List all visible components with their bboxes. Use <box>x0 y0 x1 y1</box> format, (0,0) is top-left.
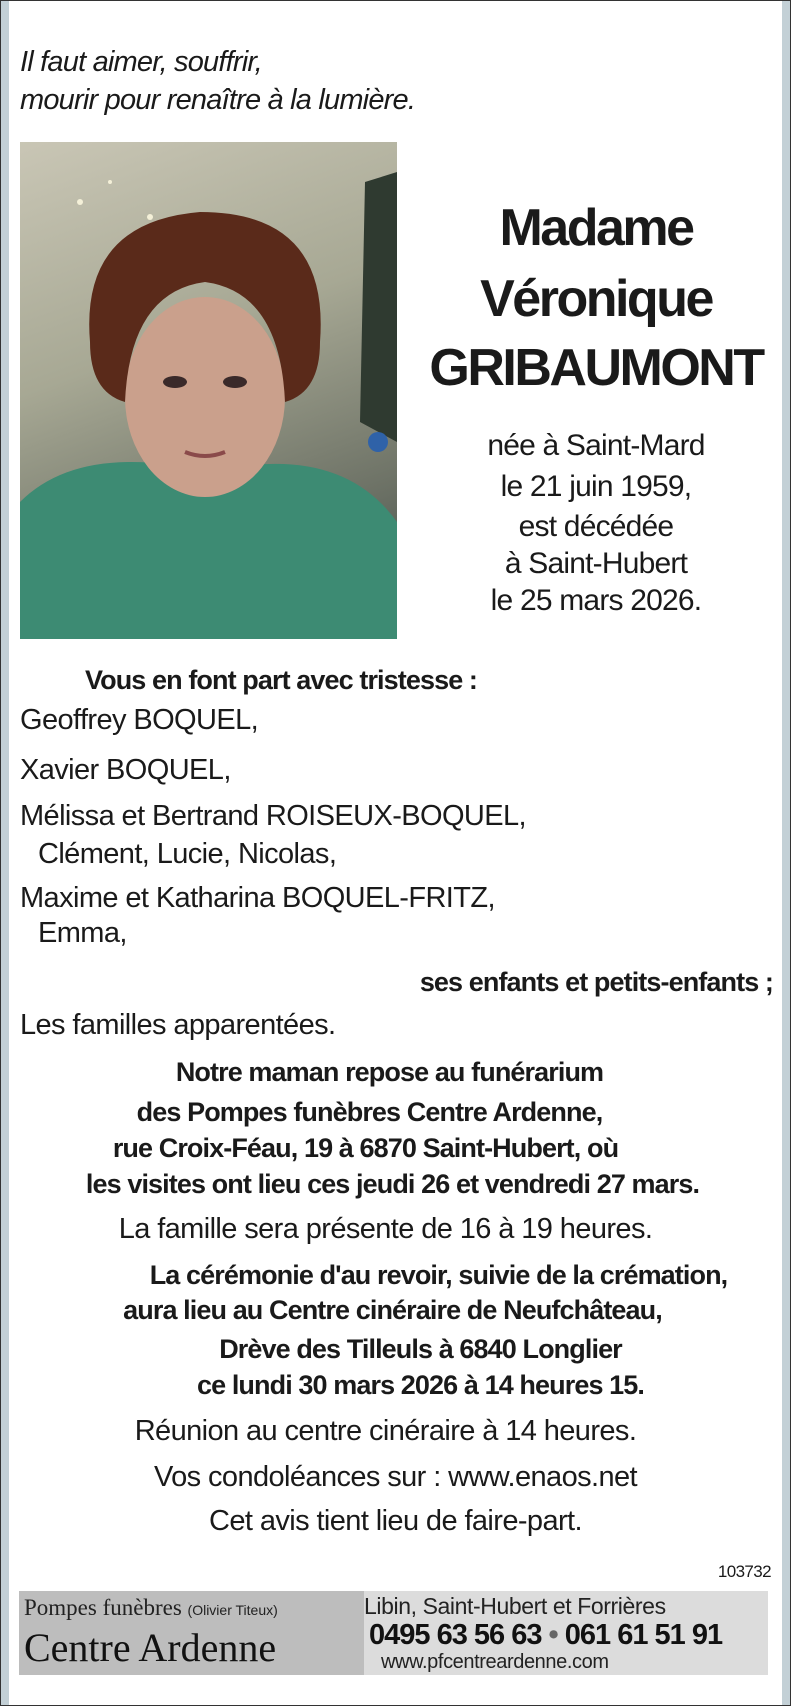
visit-line: les visites ont lieu ces jeudi 26 et vendredi 27 mars. <box>85 1169 700 1199</box>
brand-type: Pompes funèbres <box>24 1595 182 1620</box>
visit-line: Notre maman repose au funérarium <box>175 1057 604 1087</box>
ceremony-line: aura lieu au Centre cinéraire de Neufchâteau, <box>123 1295 662 1325</box>
birth-place: née à Saint-Mard <box>487 429 705 462</box>
deceased-first-name: Véronique <box>480 270 712 328</box>
ceremony-line: La cérémonie d'au revoir, suivie de la crémation, <box>149 1260 728 1290</box>
grandchildren: Emma, <box>38 917 127 949</box>
funeral-home-banner <box>19 1591 768 1675</box>
phone-landline[interactable]: 061 61 51 91 <box>564 1619 723 1651</box>
other-families: Les familles apparentées. <box>20 1009 336 1041</box>
death-place: à Saint-Hubert <box>504 547 688 580</box>
reference-number: 103732 <box>717 1562 771 1581</box>
visit-line: rue Croix-Féau, 19 à 6870 Saint-Hubert, où <box>112 1133 619 1163</box>
ceremony-line: ce lundi 30 mars 2026 à 14 heures 15. <box>197 1370 644 1400</box>
death-date: le 25 mars 2026. <box>490 584 702 617</box>
separator: • <box>548 1619 558 1651</box>
family-member: Maxime et Katharina BOQUEL-FRITZ, <box>20 882 495 914</box>
notice-text: Cet avis tient lieu de faire-part. <box>209 1505 582 1537</box>
phones <box>369 1619 722 1652</box>
family-relation: ses enfants et petits-enfants ; <box>419 967 773 997</box>
family-member: Xavier BOQUEL, <box>20 754 231 786</box>
family-intro: Vous en font part avec tristesse : <box>85 665 478 695</box>
quote-line-2: mourir pour renaître à la lumière. <box>20 84 416 116</box>
birth-date: le 21 juin 1959, <box>500 470 692 503</box>
visit-line: des Pompes funèbres Centre Ardenne, <box>136 1097 603 1127</box>
ceremony-line: Drève des Tilleuls à 6840 Longlier <box>219 1334 622 1364</box>
family-present: La famille sera présente de 16 à 19 heures. <box>118 1213 653 1245</box>
locations: Libin, Saint-Hubert et Forrières <box>364 1593 666 1619</box>
website-link[interactable]: www.pfcentreardenne.com <box>381 1651 609 1673</box>
deceased-last-name: GRIBAUMONT <box>429 339 763 397</box>
quote-line-1: Il faut aimer, souffrir, <box>20 46 262 78</box>
phone-mobile[interactable]: 0495 63 56 63 <box>369 1619 542 1651</box>
death-text: est décédée <box>518 510 674 543</box>
family-member: Geoffrey BOQUEL, <box>20 704 259 736</box>
condolences-link: Vos condoléances sur : www.enaos.net <box>154 1461 637 1493</box>
meeting-info: Réunion au centre cinéraire à 14 heures. <box>134 1415 637 1447</box>
brand-top <box>24 1595 278 1621</box>
portrait-photo <box>20 142 397 639</box>
deceased-title: Madame <box>499 199 693 257</box>
grandchildren: Clément, Lucie, Nicolas, <box>38 838 337 870</box>
brand-name: Centre Ardenne <box>24 1625 277 1670</box>
brand-owner: (Olivier Titeux) <box>187 1602 278 1618</box>
right-border-strip <box>782 1 790 1705</box>
family-member: Mélissa et Bertrand ROISEUX-BOQUEL, <box>20 800 526 832</box>
